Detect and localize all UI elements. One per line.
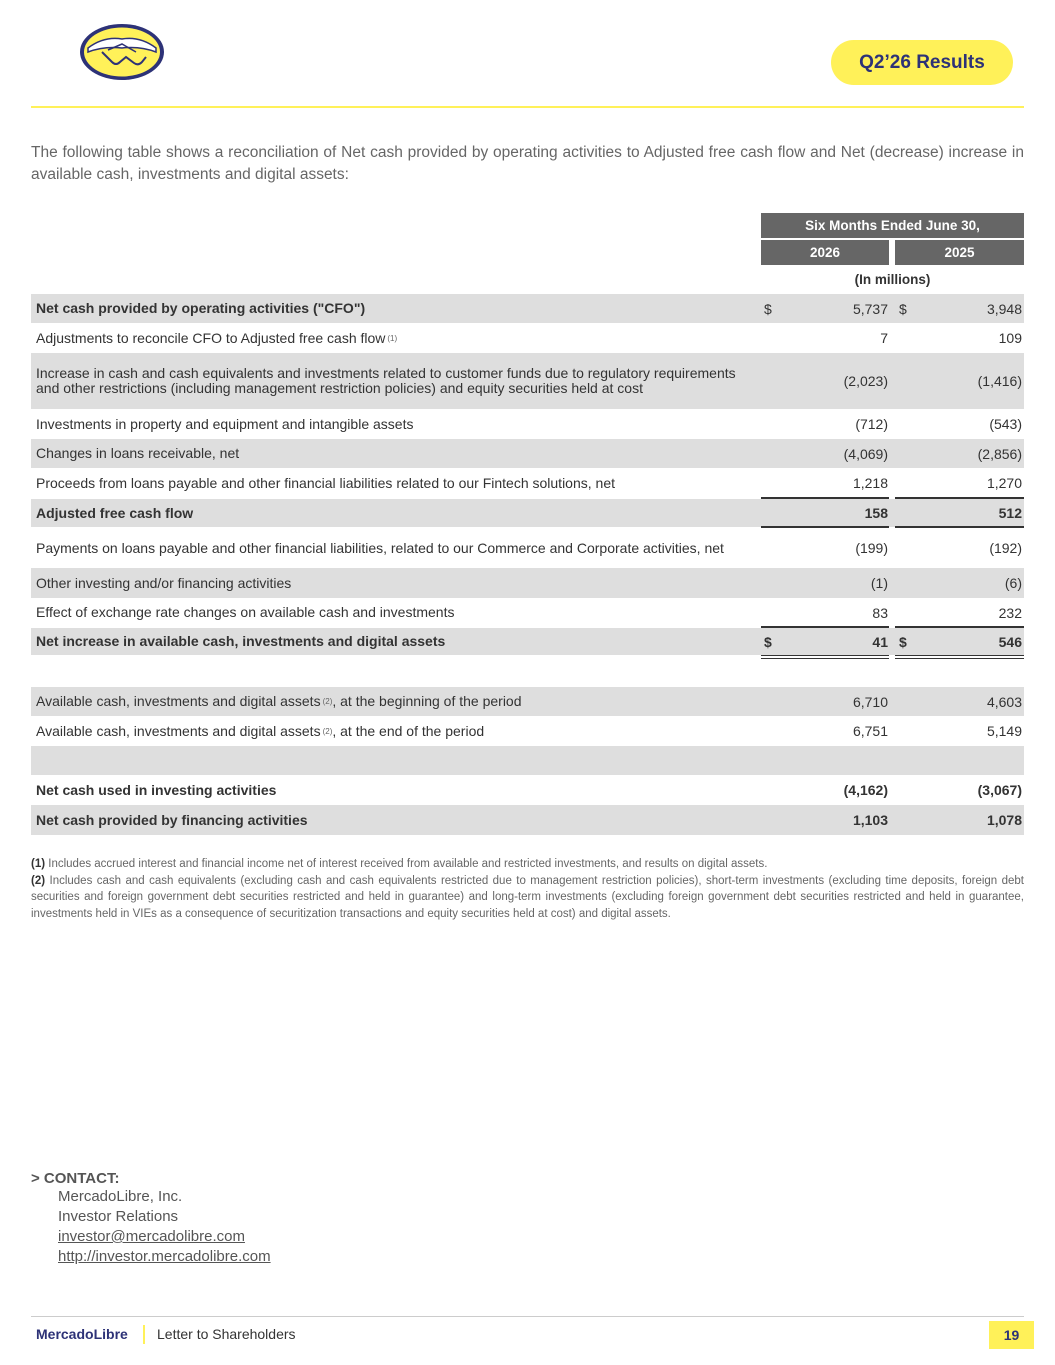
- table-row: [31, 499, 1024, 527]
- row-label: Investments in property and equipment and intangible assets: [36, 415, 414, 432]
- period-header: Six Months Ended June 30,: [761, 213, 1024, 238]
- row-label: Available cash, investments and digital assets (2) , at the end of the period: [36, 722, 485, 739]
- value-2025: (3,067): [977, 782, 1022, 798]
- footnotes: [31, 856, 1024, 922]
- value-2026: 7: [880, 330, 888, 346]
- currency-symbol: $: [764, 633, 772, 650]
- mercadolibre-logo: [78, 22, 166, 82]
- table-row: [31, 294, 1024, 323]
- value-2026: 158: [864, 505, 888, 521]
- currency-symbol: $: [899, 300, 907, 317]
- value-2026: (4,162): [843, 782, 888, 798]
- investor-website-link[interactable]: http://investor.mercadolibre.com: [58, 1248, 271, 1265]
- value-2025: 232: [998, 604, 1022, 621]
- row-label: Proceeds from loans payable and other financial liabilities related to our Fintech solutions, net: [36, 474, 615, 491]
- table-row: [31, 439, 1024, 468]
- value-2025: 546: [998, 633, 1022, 650]
- contact-department: Investor Relations: [58, 1208, 179, 1225]
- footer-brand: MercadoLibre: [36, 1326, 128, 1342]
- contact-title: > CONTACT:: [31, 1170, 120, 1187]
- year-header-2026: 2026: [761, 240, 889, 265]
- footnote-ref: (2): [322, 726, 333, 736]
- value-2026: (4,069): [843, 445, 888, 462]
- table-row: [31, 775, 1024, 805]
- value-2026: 83: [872, 604, 888, 621]
- total-double-rule: [895, 658, 1024, 659]
- total-double-rule: [895, 655, 1024, 656]
- footnote-2: (2) Includes cash and cash equivalents (excluding cash and cash equivalents restricted due to management restriction policies), short-term investments (excluding time deposits, foreign debt securities and foreign government debt securities restricted and held in guarantee) and long-term investments (excluding foreign government debt securities restricted and held in guarantee, investments held in VIEs as a consequence of securitization transactions and equity securities held at cost) and digital assets.: [31, 874, 1024, 920]
- value-2026: 6,710: [852, 693, 888, 710]
- value-2025: (543): [989, 416, 1022, 432]
- value-2025: 1,270: [986, 475, 1022, 491]
- value-2025: 512: [998, 505, 1022, 521]
- total-double-rule: [761, 655, 889, 656]
- footnote-ref: (2): [322, 697, 333, 706]
- header-divider: [31, 106, 1024, 108]
- table-row: [31, 568, 1024, 598]
- row-label: Changes in loans receivable, net: [36, 445, 240, 461]
- value-2025: 109: [998, 330, 1022, 346]
- row-label: Net cash used in investing activities: [36, 781, 277, 798]
- value-2026: (199): [855, 540, 888, 556]
- total-double-rule: [761, 658, 889, 659]
- row-label: Adjusted free cash flow: [36, 504, 194, 521]
- quarter-results-badge: Q2’26 Results: [831, 40, 1013, 85]
- row-label: Net cash provided by operating activities ("CFO"): [36, 300, 366, 316]
- value-2026: (2,023): [843, 373, 888, 389]
- footnote-ref: (1): [387, 333, 398, 343]
- value-2025: 1,078: [986, 812, 1022, 828]
- currency-symbol: $: [764, 300, 772, 317]
- units-label: (In millions): [854, 272, 931, 287]
- row-label: Other investing and/or financing activities: [36, 574, 292, 591]
- table-row: [31, 687, 1024, 716]
- footer-doc-title: Letter to Shareholders: [157, 1326, 296, 1342]
- value-2026: 41: [872, 633, 888, 650]
- row-label: Net increase in available cash, investments and digital assets: [36, 633, 446, 649]
- table-row: [31, 323, 1024, 353]
- intro-paragraph: The following table shows a reconciliation of Net cash provided by operating activities to Adjusted free cash flow and Net (decrease) increase in available cash, investments and digital assets:: [31, 144, 1024, 183]
- page-number: 19: [989, 1321, 1034, 1349]
- value-2026: 5,737: [852, 300, 888, 317]
- row-label: Available cash, investments and digital assets (2) , at the beginning of the period: [36, 693, 522, 709]
- value-2025: 5,149: [986, 723, 1022, 739]
- value-2025: (2,856): [977, 445, 1022, 462]
- row-label: Payments on loans payable and other financial liabilities, related to our Commerce and Corporate activities, net: [36, 539, 724, 556]
- table-row: [31, 598, 1024, 627]
- year-header-2025: 2025: [895, 240, 1024, 265]
- value-2025: (6): [1004, 575, 1022, 591]
- value-2026: (1): [870, 575, 888, 591]
- value-2025: (192): [989, 540, 1022, 556]
- footer-separator: [143, 1325, 145, 1344]
- value-2026: 1,218: [852, 475, 888, 491]
- footer-divider: [31, 1316, 1024, 1317]
- currency-symbol: $: [899, 633, 907, 650]
- row-label: Net cash provided by financing activities: [36, 811, 308, 828]
- table-row: [31, 353, 1024, 409]
- table-row: [31, 528, 1024, 568]
- table-row: [31, 805, 1024, 835]
- contact-company: MercadoLibre, Inc.: [58, 1188, 183, 1205]
- row-label: Effect of exchange rate changes on available cash and investments: [36, 604, 455, 620]
- value-2025: 4,603: [986, 693, 1022, 710]
- row-label: Adjustments to reconcile CFO to Adjusted free cash flow (1): [36, 329, 398, 346]
- table-row: [31, 409, 1024, 439]
- table-row: [31, 628, 1024, 655]
- table-row: [31, 468, 1024, 498]
- footnote-1: (1) Includes accrued interest and financial income net of interest received from available and restricted investments, and results on digital assets.: [31, 858, 768, 870]
- table-spacer-row: [31, 746, 1024, 775]
- value-2025: (1,416): [977, 373, 1022, 389]
- value-2026: (712): [855, 416, 888, 432]
- value-2026: 1,103: [852, 812, 888, 828]
- contact-email-link[interactable]: investor@mercadolibre.com: [58, 1228, 245, 1245]
- contact-block: [31, 1170, 271, 1267]
- value-2025: 3,948: [986, 300, 1022, 317]
- value-2026: 6,751: [852, 723, 888, 739]
- row-label: Increase in cash and cash equivalents and investments related to customer funds due to regulatory requirements and other restrictions (including management restriction policies) and equity securities held at cost: [36, 365, 736, 396]
- table-row: [31, 716, 1024, 746]
